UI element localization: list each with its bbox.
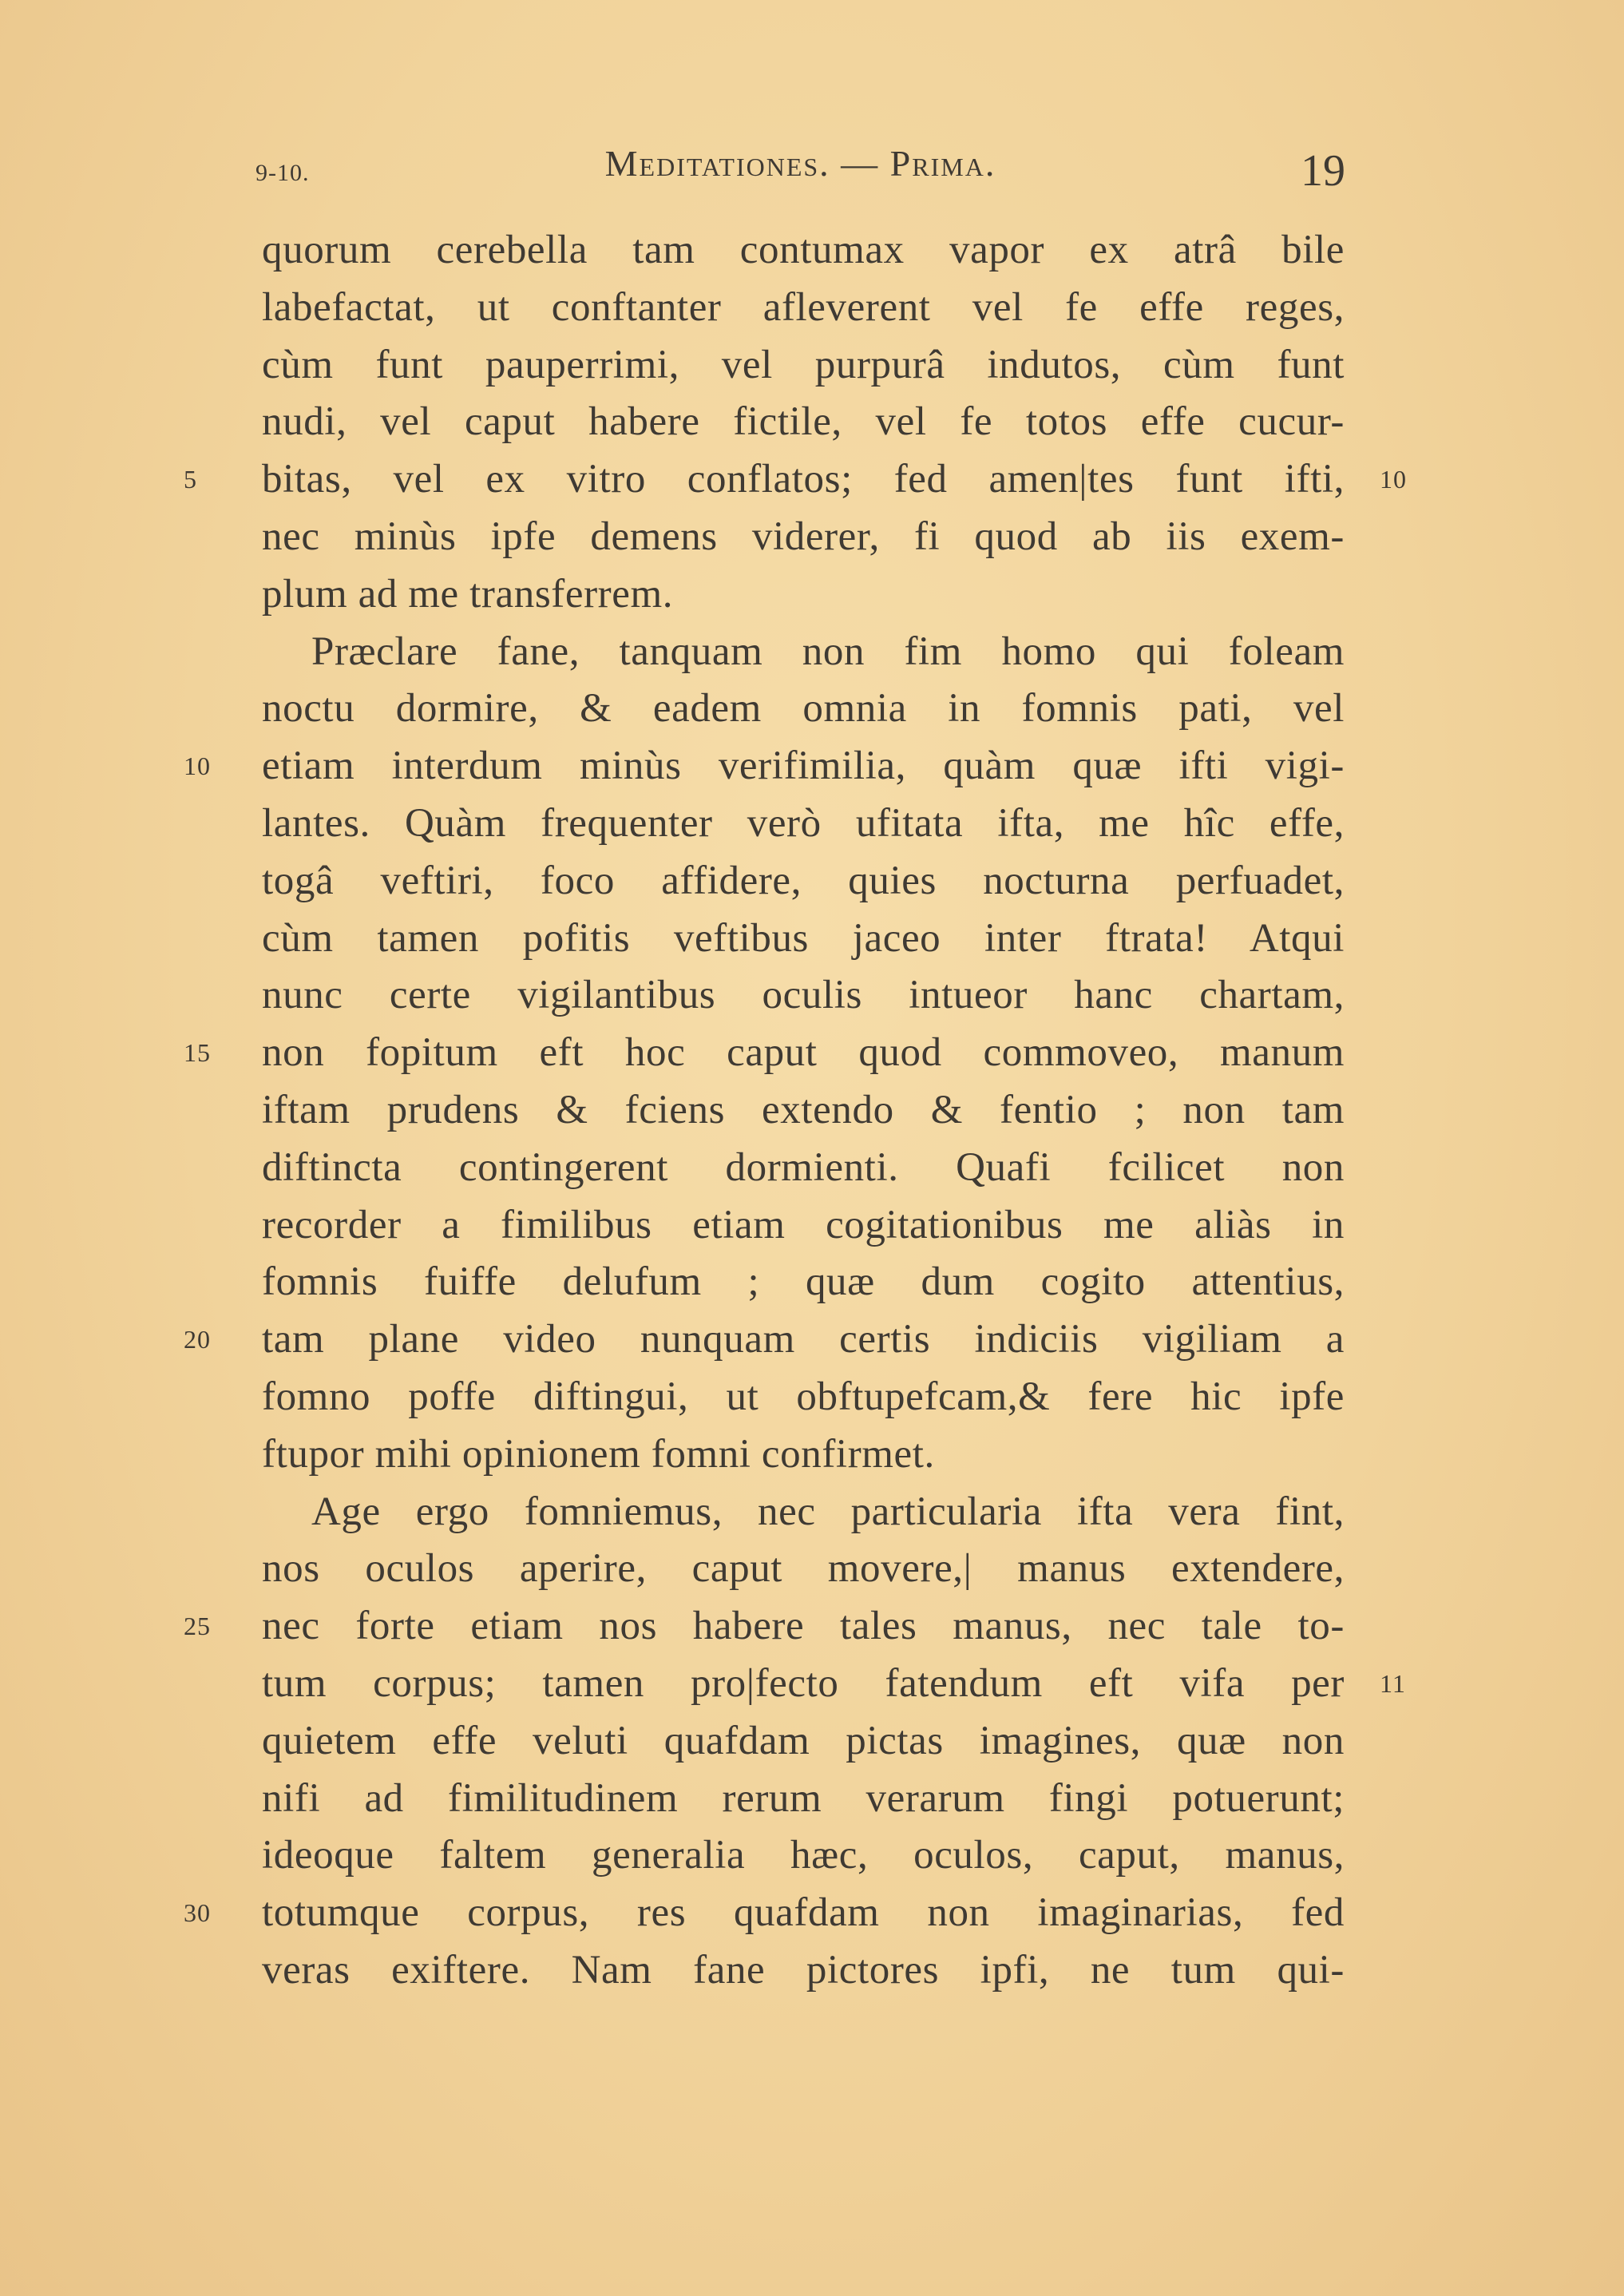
text-line (184, 1598, 1345, 1656)
text-line (262, 680, 1345, 738)
line-number-right: 10 (1380, 465, 1407, 494)
text-line-content: Age ergo fomniemus, nec particularia ifta vera fint, (311, 1489, 1345, 1534)
text-line (262, 280, 1345, 337)
text-line-content: etiam interdum minùs verifimilia, quàm quæ ifti vigi- (262, 744, 1345, 789)
text-line-content: nec minùs ipfe demens viderer, fi quod ab iis exem- (262, 514, 1345, 559)
text-line (262, 967, 1345, 1025)
text-line-content: fomno poffe diftingui, ut obftupefcam,& fere hic ipfe (262, 1374, 1345, 1419)
text-line (184, 1311, 1345, 1369)
text-line (262, 1426, 1345, 1484)
text-line (262, 1140, 1345, 1197)
text-line (184, 738, 1345, 795)
text-line-content: quietem effe veluti quafdam pictas imagines, quæ non (262, 1718, 1345, 1763)
text-line (184, 1885, 1345, 1942)
text-line-content: togâ veftiri, foco affidere, quies nocturna perfuadet, (262, 858, 1345, 903)
text-line (262, 509, 1345, 566)
page-range: 9-10. (255, 160, 310, 186)
text-line (262, 1541, 1345, 1598)
text-line-content: nec forte etiam nos habere tales manus, nec tale to- (262, 1604, 1345, 1649)
line-number-left: 15 (184, 1038, 211, 1068)
text-line-content: cùm funt pauperrimi, vel purpurâ indutos, cùm funt (262, 342, 1345, 387)
text-line (262, 1827, 1345, 1885)
line-number-left: 5 (184, 465, 197, 494)
text-line-content: nos oculos aperire, caput movere,| manus extendere, (262, 1546, 1345, 1592)
text-line-content: iftam prudens & fciens extendo & fentio ; non tam (262, 1087, 1345, 1132)
text-line (262, 222, 1345, 280)
text-line (262, 394, 1345, 451)
text-line (262, 566, 1345, 624)
text-line-content: totumque corpus, res quafdam non imaginarias, fed (262, 1890, 1345, 1936)
text-line-content: diftincta contingerent dormienti. Quafi fcilicet non (262, 1144, 1345, 1190)
text-line-content: nifi ad fimilitudinem rerum verarum fingi potuerunt; (262, 1775, 1345, 1821)
text-line (262, 1369, 1345, 1426)
text-line-content: tum corpus; tamen pro|fecto fatendum eft vifa per (262, 1660, 1345, 1706)
line-number-left: 30 (184, 1898, 211, 1928)
line-number-left: 25 (184, 1612, 211, 1641)
text-line-content: labefactat, ut conftanter afleverent vel fe effe reges, (262, 284, 1345, 330)
text-line (262, 1484, 1345, 1541)
text-line-content: ideoque faltem generalia hæc, oculos, caput, manus, (262, 1833, 1345, 1878)
page-number: 19 (1301, 146, 1345, 196)
text-line (262, 1771, 1345, 1828)
text-line (262, 624, 1345, 681)
line-number-left: 20 (184, 1325, 211, 1354)
text-line-content: noctu dormire, & eadem omnia in fomnis pati, vel (262, 686, 1345, 732)
text-line-content: nunc certe vigilantibus oculis intueor hanc chartam, (262, 973, 1345, 1018)
text-line (262, 1197, 1345, 1255)
text-line-content: cùm tamen pofitis veftibus jaceo inter ftrata! Atqui (262, 915, 1345, 961)
text-line (262, 853, 1345, 910)
text-line (262, 1713, 1345, 1771)
text-line-content: fomnis fuiffe delufum ; quæ dum cogito attentius, (262, 1259, 1345, 1305)
text-line-content: veras exiftere. Nam fane pictores ipfi, ne tum qui- (262, 1947, 1345, 1993)
text-line (184, 1025, 1345, 1082)
text-line-content: ftupor mihi opinionem fomni confirmet. (262, 1431, 935, 1477)
text-line-content: plum ad me transferrem. (262, 571, 674, 617)
text-line-content: Præclare fane, tanquam non fim homo qui foleam (311, 629, 1345, 674)
line-number-right: 11 (1380, 1668, 1406, 1698)
text-line-content: lantes. Quàm frequenter verò ufitata ifta, me hîc effe, (262, 800, 1345, 846)
body-text (184, 222, 1407, 2000)
text-line (262, 337, 1345, 395)
running-header (255, 142, 1345, 206)
text-line (262, 1254, 1345, 1311)
text-line (262, 1942, 1345, 2000)
text-line (184, 451, 1407, 509)
text-line-content: bitas, vel ex vitro conflatos; fed amen|tes funt ifti, (262, 457, 1345, 502)
text-line (262, 795, 1345, 853)
text-line (262, 1656, 1406, 1713)
line-number-left: 10 (184, 751, 211, 781)
text-line-content: nudi, vel caput habere fictile, vel fe totos effe cucur- (262, 399, 1345, 445)
running-title: Meditationes. — Prima. (604, 143, 996, 184)
text-line-content: recorder a fimilibus etiam cogitationibus me aliàs in (262, 1202, 1345, 1247)
text-line-content: tam plane video nunquam certis indiciis vigiliam a (262, 1317, 1345, 1362)
text-line (262, 910, 1345, 968)
text-line-content: non fopitum eft hoc caput quod commoveo, manum (262, 1030, 1345, 1076)
text-line-content: quorum cerebella tam contumax vapor ex atrâ bile (262, 228, 1345, 272)
text-line (262, 1082, 1345, 1140)
